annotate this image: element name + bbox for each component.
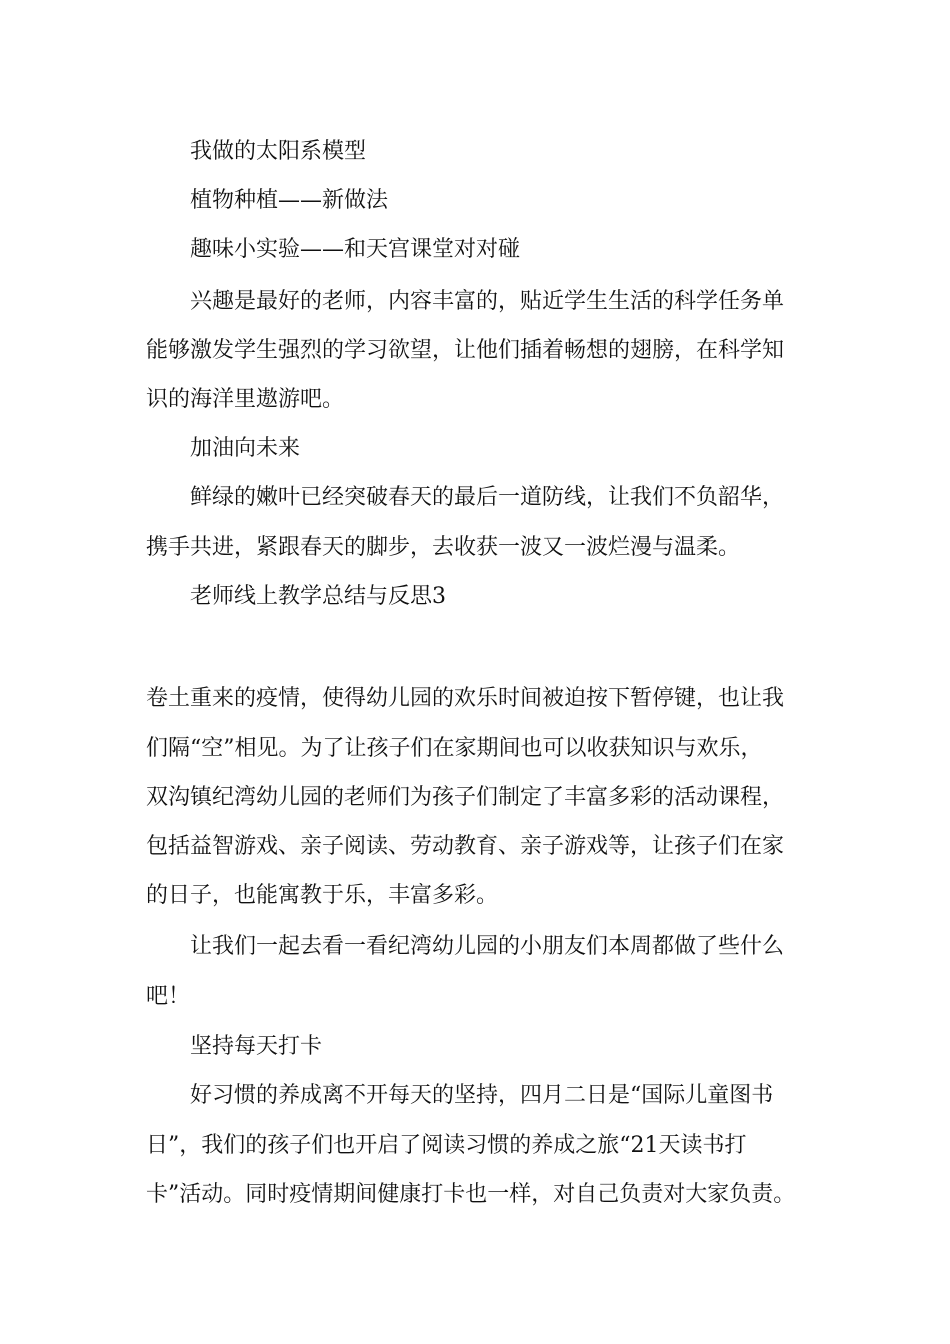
paragraph-line: 卡”活动。同时疫情期间健康打卡也一样，对自己负责对大家负责。 bbox=[146, 1182, 796, 1207]
paragraph-line: 让我们一起去看一看纪湾幼儿园的小朋友们本周都做了些什么 bbox=[190, 934, 785, 959]
paragraph-line: 双沟镇纪湾幼儿园的老师们为孩子们制定了丰富多彩的活动课程， bbox=[146, 785, 785, 810]
paragraph-line: 卷土重来的疫情，使得幼儿园的欢乐时间被迫按下暂停键，也让我 bbox=[146, 686, 785, 711]
paragraph-line: 日”，我们的孩子们也开启了阅读习惯的养成之旅“21天读书打 bbox=[146, 1133, 747, 1158]
heading-daily-checkin: 坚持每天打卡 bbox=[190, 1034, 323, 1059]
paragraph-line: 能够激发学生强烈的学习欲望，让他们插着畅想的翅膀，在科学知 bbox=[146, 338, 785, 363]
heading-go-future: 加油向未来 bbox=[190, 436, 301, 461]
paragraph-line: 们隔“空”相见。为了让孩子们在家期间也可以收获知识与欢乐， bbox=[146, 736, 763, 761]
paragraph-line: 的日子，也能寓教于乐，丰富多彩。 bbox=[146, 883, 499, 908]
section-title: 老师线上教学总结与反思3 bbox=[190, 584, 446, 609]
paragraph-line: 识的海洋里遨游吧。 bbox=[146, 387, 345, 412]
paragraph-line: 鲜绿的嫩叶已经突破春天的最后一道防线，让我们不负韶华， bbox=[190, 485, 785, 510]
heading-fun-experiment: 趣味小实验——和天宫课堂对对碰 bbox=[190, 237, 521, 262]
paragraph-line: 包括益智游戏、亲子阅读、劳动教育、亲子游戏等，让孩子们在家 bbox=[146, 834, 785, 859]
heading-plant-growing: 植物种植——新做法 bbox=[190, 188, 389, 213]
heading-solar-system-model: 我做的太阳系模型 bbox=[190, 139, 367, 164]
paragraph-line: 携手共进，紧跟春天的脚步，去收获一波又一波烂漫与温柔。 bbox=[146, 535, 741, 560]
paragraph-line: 好习惯的养成离不开每天的坚持，四月二日是“国际儿童图书 bbox=[190, 1083, 774, 1108]
paragraph-line: 兴趣是最好的老师，内容丰富的，贴近学生生活的科学任务单 bbox=[190, 289, 785, 314]
paragraph-line: 吧！ bbox=[146, 984, 191, 1009]
